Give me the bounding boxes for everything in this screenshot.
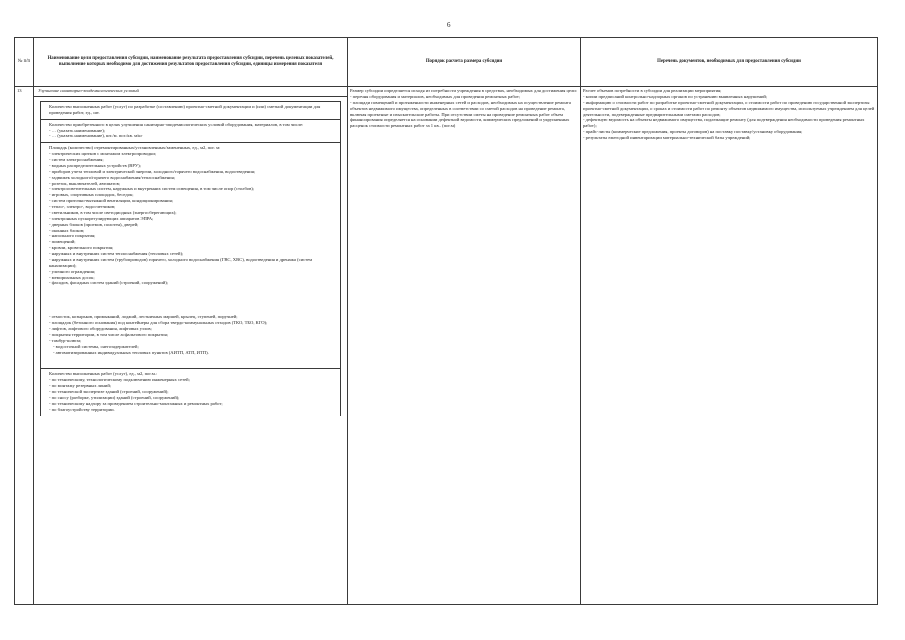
indicator-item: - наружных и внутренних систем теплоснабжения (тепловых сетей); — [49, 251, 184, 256]
indicator-item: - фасадов, фасадных систем зданий (строений, сооружений); — [49, 280, 169, 286]
indicator-item: - … (указать наименование); — [49, 127, 105, 133]
table-header-row — [15, 38, 878, 87]
indicator-item: - кровли, кровельного покрытия; — [49, 245, 114, 251]
indicator-item: - мемориальных досок; — [49, 274, 95, 280]
indicator-item: - электрических щитков с монтажом электропроводки; — [49, 151, 157, 157]
docs-cell — [581, 87, 878, 605]
indicator-item: - водосточной системы, снегозадержателей; — [53, 343, 139, 349]
indicator-text: Площадь (количество) отремонтированных/установленных/замененных, ед., м2, пог. м: — [49, 145, 221, 151]
indicator-item: - покрытия территории, в том числе асфальтового покрытия; — [49, 331, 168, 337]
indicator-box-design-docs — [40, 101, 341, 120]
calc-text: Размер субсидии определяется исходя из потребности учреждения в средствах, необходимых для достижения цели: — [350, 88, 578, 93]
subsidy-table — [14, 37, 878, 605]
row-name-cell — [34, 87, 348, 605]
indicator-item: - по сносу (разборке, утилизации) зданий (строений, сооружений); — [49, 394, 180, 400]
indicator-item: - игровых, спортивных площадок, беседок; — [49, 192, 134, 198]
docs-item: - дефектную ведомость на объекты недвижимого имущества, подлежащие ремонту (для подтверждения необходимости проведения ремонтных работ); — [583, 117, 865, 129]
row-title: Улучшение санитарно-эпидемиологических условий — [34, 87, 347, 97]
docs-item: - прайс-листы (коммерческие предложения, проекты договоров) на поставку поставку/установку оборудования; — [583, 129, 803, 135]
row-number: 13 — [15, 87, 34, 605]
indicator-item: - оконных блоков; — [49, 227, 85, 233]
header-num: № п/п — [15, 38, 34, 87]
indicator-item: - приборов учета тепловой и электрической энергии, холодного/горячего водоснабжения, водоотведения; — [49, 168, 256, 174]
header-name: Наименование цели предоставления субсидии, наименование результата предоставления субсидии, перечень целевых показателей, выполнение которых необходимо для достижения результатов предоставления субсидии, единицы измерения показателя — [34, 38, 348, 87]
indicator-item: - по техническому, технологическому подключению инженерных сетей; — [49, 377, 190, 383]
indicator-text: Количество приобретенного в целях улучшения санитарно-эпидемиологических условий оборудования, материалов, в том числе: — [49, 121, 304, 127]
indicator-item: - лифтов, лифтового оборудования, лифтовых узлов; — [49, 326, 152, 331]
indicator-item: - наружных и внутренних систем (трубопроводов) горячего, холодного водоснабжения (ГВС, ХВС), водоотведения и дренажа (систем канализации); — [49, 256, 313, 268]
indicator-item: - водных распределительных устройств (ВРУ); — [49, 162, 141, 168]
indicator-box-services — [40, 369, 341, 415]
docs-text: Расчет объемов потребности в субсидии для реализации мероприятия; — [583, 88, 722, 93]
indicator-text: Количество выполненных работ (услуг) по разработке (составлению) проектно-сметной документации и (или) сметной документации для проведения работ, ед., шт. — [49, 103, 321, 115]
docs-item: - информацию о стоимости работ по разработке проектно-сметной документации, о стоимости работ по проведению государственной экспертизы проектно-сметной документации, о сроках и стоимости работ по ремонту объектов недвижимого имущества, используемых учреждением для целей деятельности, подтвержденные предварительными сметами расходов; — [583, 99, 875, 117]
indicator-item: - тамбур-шлюза; — [49, 337, 82, 343]
docs-item: - копии предписаний контрольно-надзорных органов по устранению выявленных нарушений; — [583, 93, 768, 99]
indicator-item: - автоматизированных индивидуальных тепловых пунктов (АИТП, АТП, ИТП). — [53, 349, 209, 355]
docs-item: - результаты ежегодной инвентаризации материально-технической базы учреждений; — [583, 135, 751, 140]
indicator-item: - отмосток, козырьков, примыканий, лоджий, лестничных маршей, крылец, ступеней, поручней; — [49, 314, 238, 320]
page-number: 6 — [447, 21, 451, 29]
indicator-item: - светильников, в том числе светодиодных (энергосберегающих); — [49, 209, 177, 215]
indicator-item: - … (указать наименование), шт./м. пог./кв. м/кг — [49, 133, 143, 139]
indicator-item: - тепло-, электро-, водосчетчиков; — [49, 204, 116, 209]
calc-item: - перечня оборудования и материалов, необходимых для проведения ремонтных работ; — [350, 93, 521, 99]
indicator-box-repairs — [40, 143, 341, 369]
indicator-item: - по благоустройству территории. — [49, 406, 115, 412]
indicator-item: - помещений; — [49, 239, 76, 245]
indicator-item: - розеток, выключателей, автоматов; — [49, 180, 121, 186]
calc-item: - площади помещений и протяженности инженерных сетей и расходов, необходимых на осуществление ремонта объектов недвижимого имущества, определенных в соответствии со сметой расходов на проведение ремонта, включая проектные и изыскательские работы. При отсутствии сметы на проведение ремонтных работ объем финансирования определяется на основании дефектной ведомости, коммерческих предложений и укрупненных расценок стоимости ремонтных работ за 1 кв.. (пог.м) — [350, 99, 571, 129]
indicator-item: - систем электроснабжения; — [49, 157, 104, 162]
indicator-item: - задвижек холодного/горячего водоснабжения/теплоснабжения; — [49, 174, 176, 180]
indicator-item: - площадок (бетонного основания) под контейнеры для сбора твердо-коммунальных отходов (ТКО, ТБО, КГО); — [49, 320, 268, 326]
indicator-item: - электронных пускорегулирующих аппаратов ЭПРА; — [49, 215, 154, 221]
indicator-text: Количество выполненных работ (услуг), ед., м2, пог.м.: — [49, 371, 158, 377]
indicator-item: - дверных блоков (проемов, полотен), дверей; — [49, 221, 139, 227]
indicator-item: - по монтажу резервных линий; — [49, 383, 112, 389]
table-row — [15, 87, 878, 605]
indicator-item: - уличного ограждения; — [49, 268, 96, 274]
indicator-item: - напольного покрытия; — [49, 233, 96, 239]
calc-cell — [348, 87, 581, 605]
header-docs: Перечень документов, необходимых для предоставления субсидии — [581, 38, 878, 87]
indicator-item: - электроосветительных систем, наружных и внутренних систем освещения, в том числе опор (столбов); — [49, 186, 255, 192]
indicator-item: - по техническому надзору за проведением строительно-монтажных и ремонтных работ; — [49, 400, 223, 406]
indicator-item: - систем приточно-вытяжной вентиляции, кондиционирования; — [49, 198, 174, 204]
indicator-item: - по технической экспертизе зданий (строений, сооружений); — [49, 389, 169, 394]
header-calc: Порядок расчета размера субсидии — [348, 38, 581, 87]
indicator-box-equipment — [40, 120, 341, 144]
